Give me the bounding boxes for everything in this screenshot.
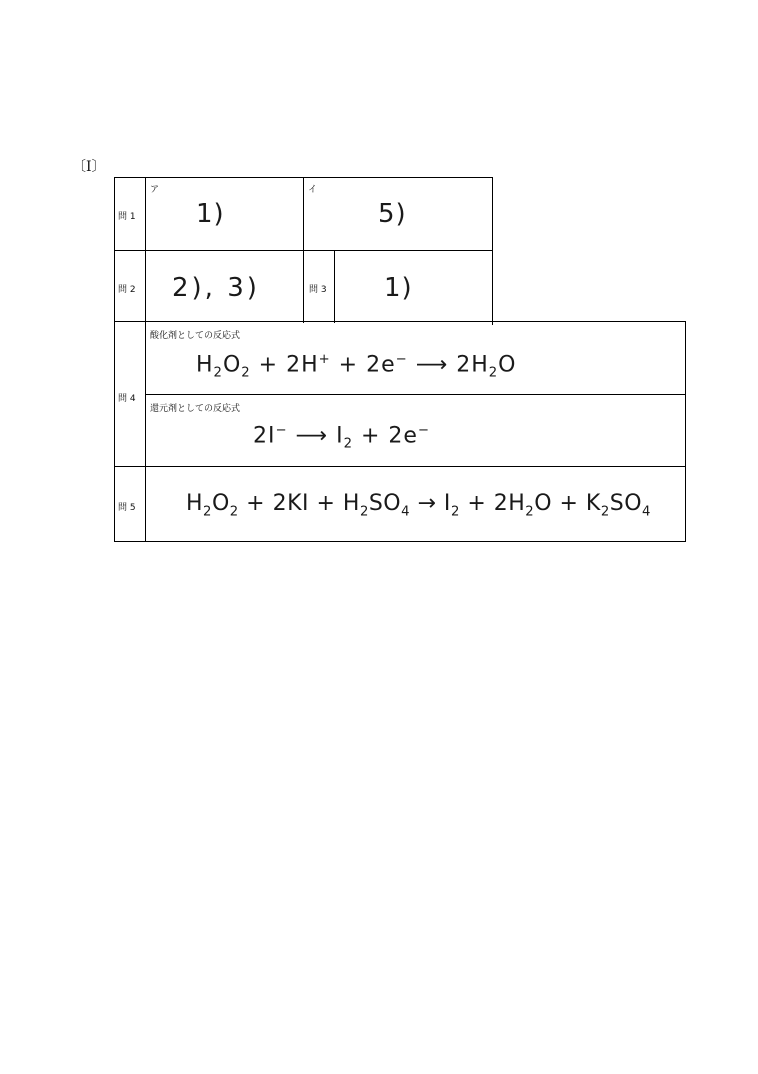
row-divider-3 [114,466,686,467]
q4-label: 問 4 [118,394,136,404]
q1-column-divider [303,177,304,250]
q1-a-label: ア [150,185,160,195]
q1-b-answer: 5) [378,199,407,229]
label-column-divider [145,177,146,542]
q1-label: 問 1 [118,212,136,222]
section-label: 〔Ⅰ〕 [72,159,106,175]
q4-reducer-equation: 2I− ⟶ $I_2 + 2e^-$ [253,423,430,452]
q4-reducer-heading: 還元剤としての反応式 [150,404,241,414]
q1-a-answer: 1) [196,199,225,229]
q5-label: 問 5 [118,503,136,513]
q2-label: 問 2 [118,285,136,295]
q1-b-label: イ [308,185,318,195]
q3-label-divider [334,250,335,323]
row-divider-q4-split [145,394,686,395]
q4-oxidizer-heading: 酸化剤としての反応式 [150,331,241,341]
q3-label: 問 3 [309,285,327,295]
q2-q3-divider [303,250,304,323]
q2-answer: 2), 3) [172,273,260,303]
q3-answer: 1) [384,273,413,303]
q5-equation: $H_2O_2 + 2KI + H_2SO_4 \to I_2 + 2H_2O + K_2SO_4$ [186,491,651,520]
q4-oxidizer-equation: $H_2O_2 + 2H^+ + 2e^-$ ⟶ $2H_2O$ [196,352,517,381]
